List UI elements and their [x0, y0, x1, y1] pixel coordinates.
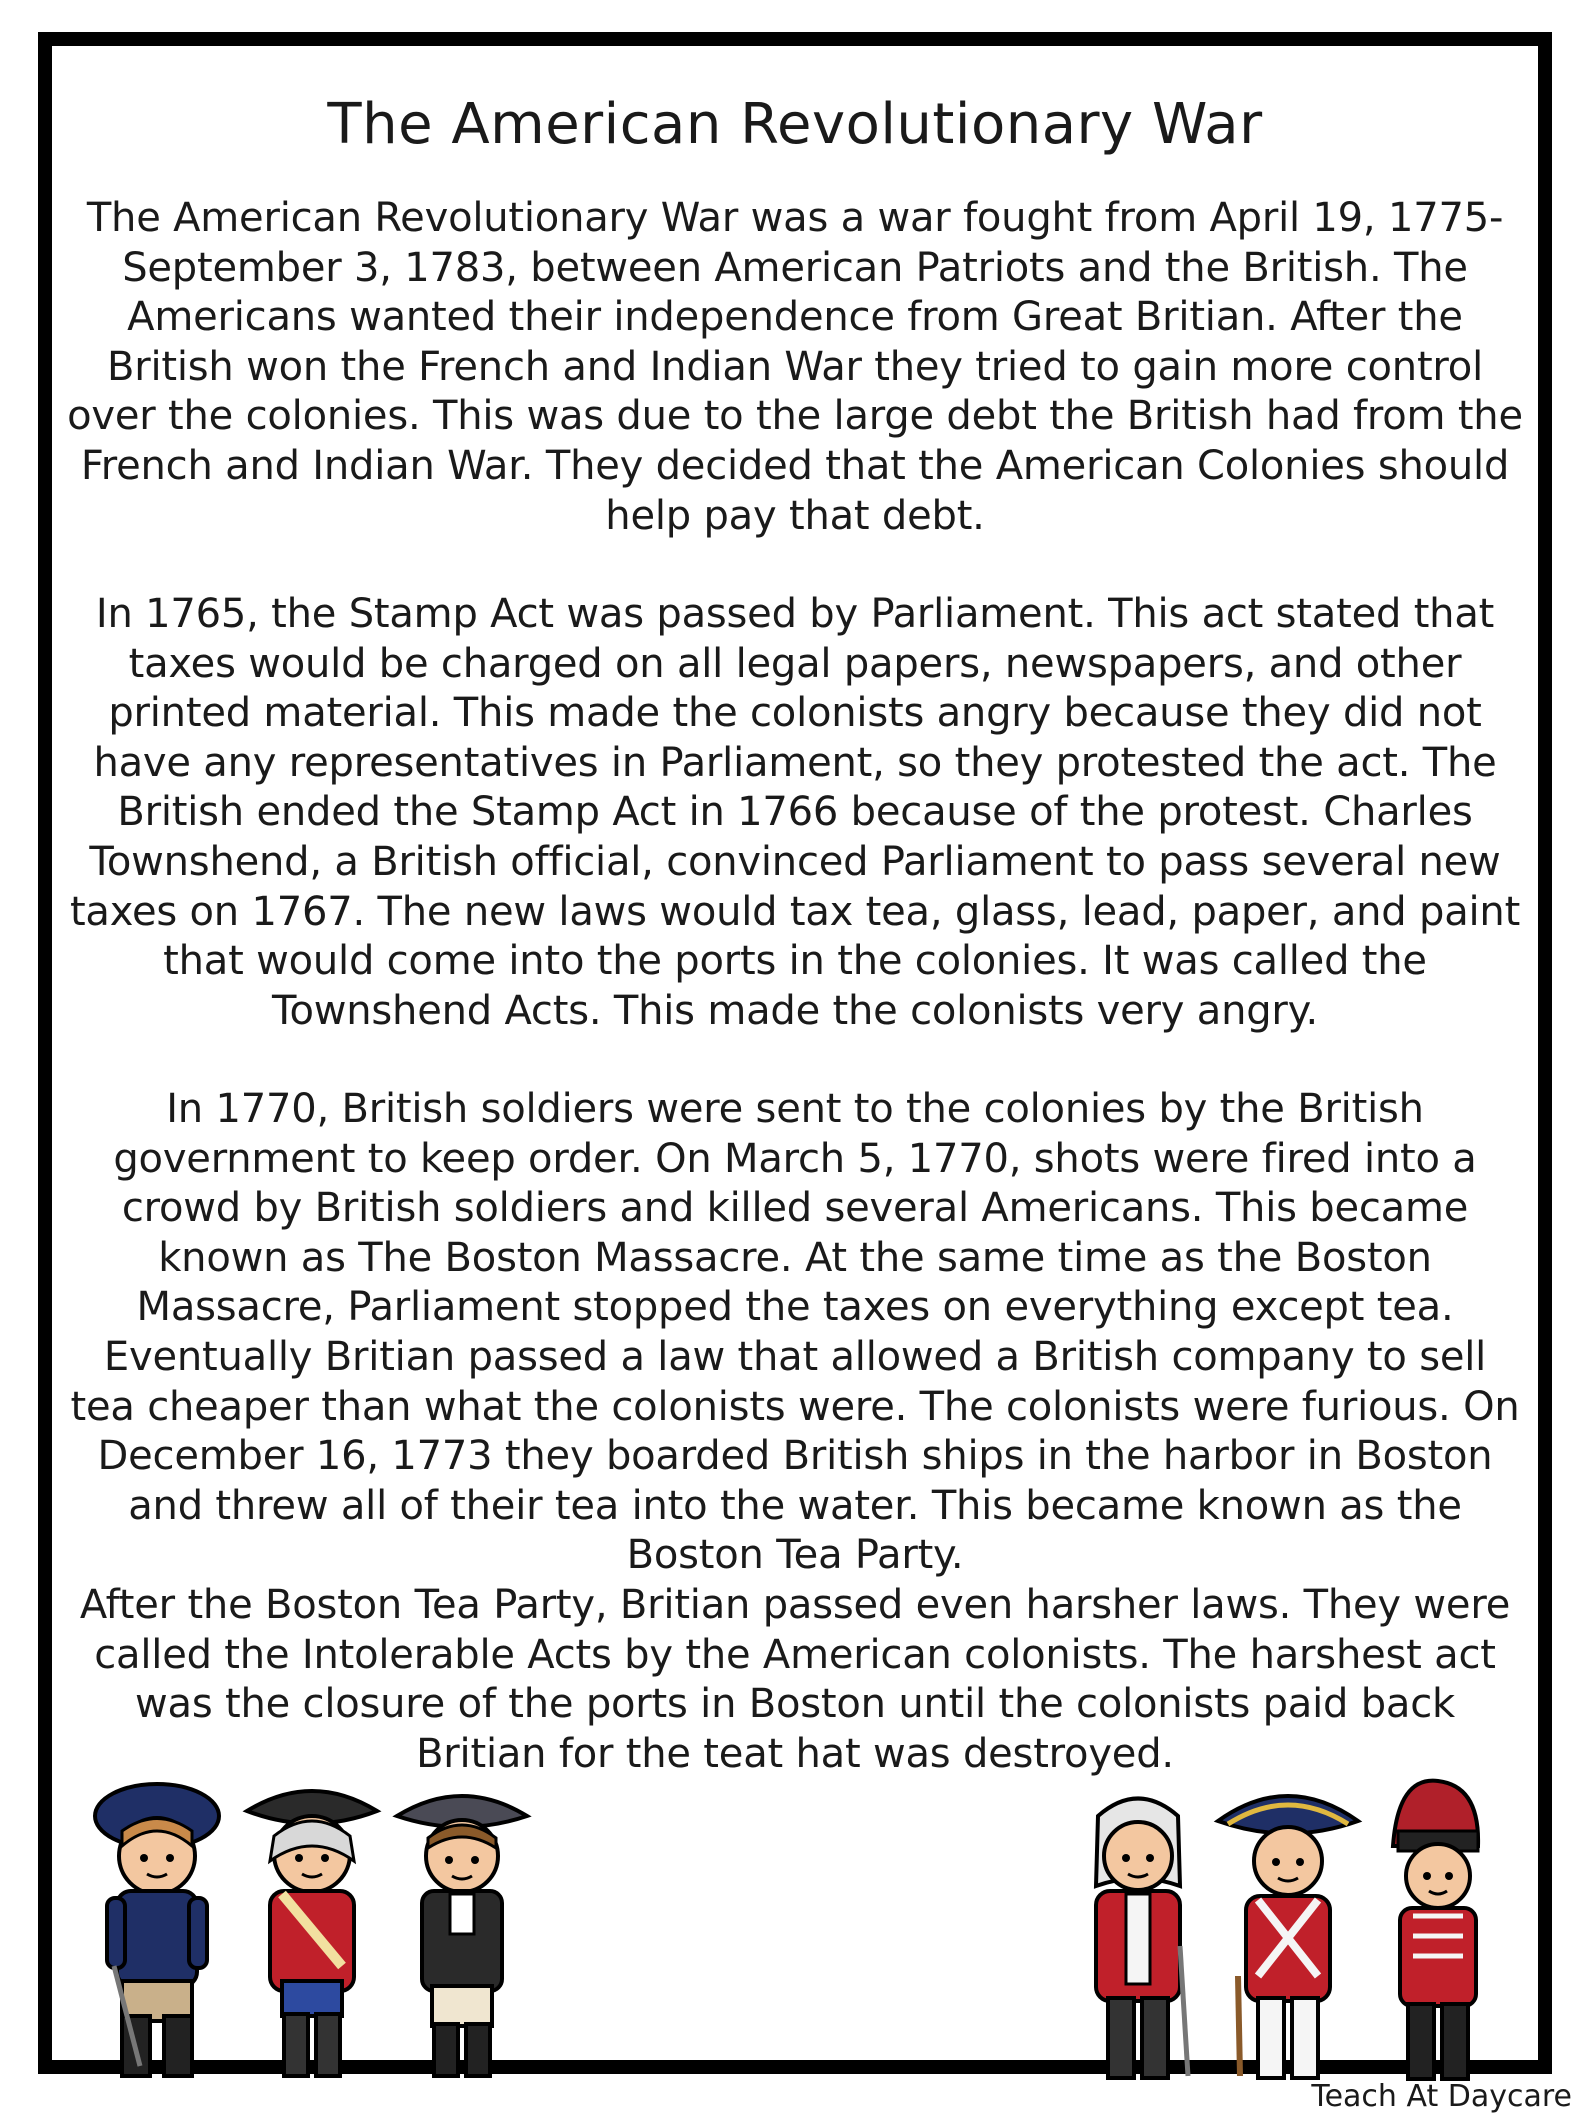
- paragraph-3: In 1770, British soldiers were sent to the colonies by the British government to keep order. On March 5, 1770, shots were fired into a crowd by British soldiers and killed several Americans. This became known as The Boston Massacre. At the same time as the Boston Massacre, Parliament stopped the taxes on everything except tea. Eventually Britian passed a law that allowed a British company to sell tea cheaper than what the colonists were. The colonists were furious. On December 16, 1773 they boarded British ships in the harbor in Boston and threw all of their tea into the water. This became known as the Boston Tea Party.: [70, 1086, 1520, 1579]
- paragraph-4: After the Boston Tea Party, Britian passed even harsher laws. They were called the Intolerable Acts by the American colonists. The harshest act was the closure of the ports in Boston until the colonists paid back Britian for the teat hat was destroyed.: [79, 1582, 1511, 1777]
- british-officer-icon: [1096, 1799, 1188, 2079]
- patriot-redcoat-icon: [247, 1791, 377, 2076]
- patriot-civilian-icon: [397, 1796, 527, 2076]
- british-figures: [1068, 1776, 1518, 2106]
- british-tricorn-soldier-icon: [1218, 1796, 1358, 2078]
- worksheet-frame: [38, 32, 1552, 2074]
- paragraph-1: The American Revolutionary War was a war fought from April 19, 1775-September 3, 1783, between American Patriots and the British. The Americans wanted their independence from Great Britian. After the British won the French and Indian War they tried to gain more control over the colonies. This was due to the large debt the British had from the French and Indian War. They decided that the American Colonies should help pay that debt.: [67, 195, 1523, 539]
- credit-text: Teach At Daycare: [1311, 2079, 1572, 2114]
- patriot-figures: [82, 1776, 542, 2106]
- patriot-soldier-icon: [95, 1784, 219, 2076]
- page-title: The American Revolutionary War: [327, 92, 1263, 157]
- paragraph-2: In 1765, the Stamp Act was passed by Parliament. This act stated that taxes would be charged on all legal papers, newspapers, and other printed material. This made the colonists angry because they did not have any representatives in Parliament, so they protested the act. The British ended the Stamp Act in 1766 because of the protest. Charles Townshend, a British official, convinced Parliament to pass several new taxes on 1767. The new laws would tax tea, glass, lead, paper, and paint that would come into the ports in the colonies. It was called the Townshend Acts. This made the colonists very angry.: [69, 591, 1521, 1034]
- british-grenadier-icon: [1393, 1781, 1478, 2079]
